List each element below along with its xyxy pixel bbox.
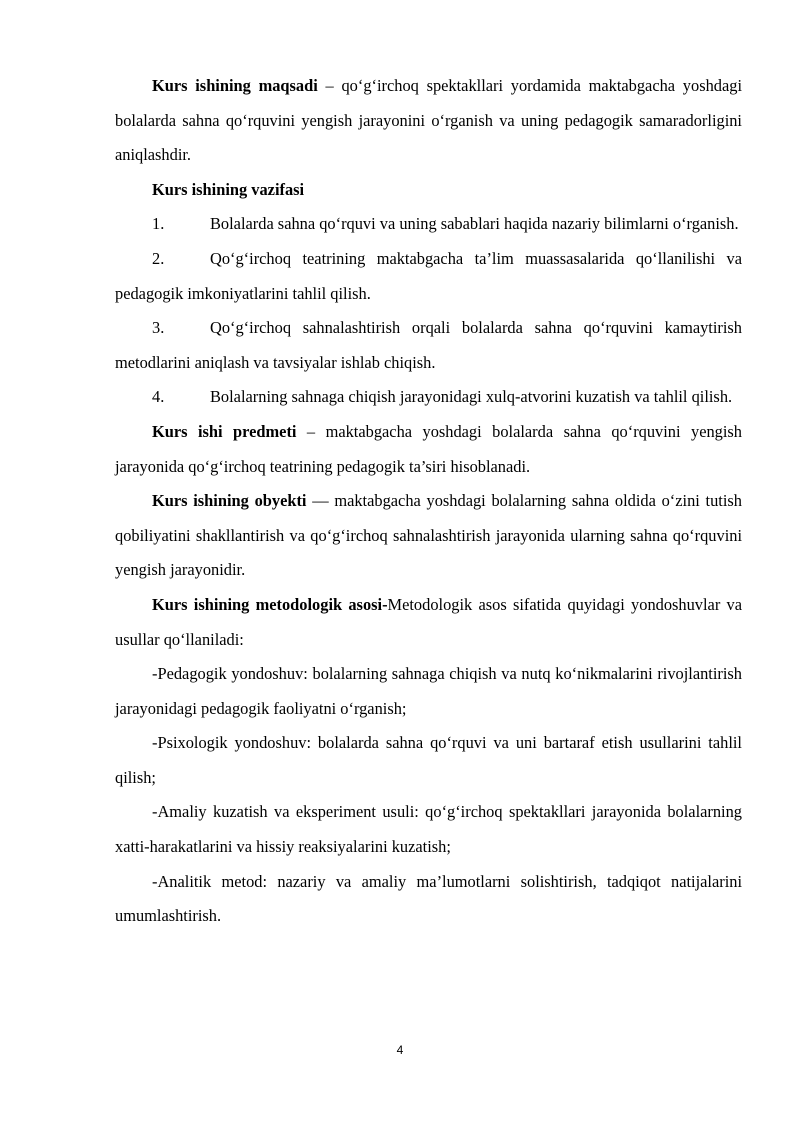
object-text: — maktabgacha yoshdagi bolalarning sahna oldida o‘zini tutish qobiliyatini shakllantirish va qo‘g‘irchoq sahnalashtirish jarayonida ularning sahna qo‘rquvini yengish jarayonidir. [115,491,742,580]
subject-text: – maktabgacha yoshdagi bolalarda sahna qo‘rquvini yengish jarayonida qo‘g‘irchoq teatrining pedagogik ta’siri hisoblanadi. [115,421,742,476]
task-item [115,242,742,311]
task-item [115,380,742,415]
page-number: 4 [396,1043,404,1057]
subject-label: Kurs ishi predmeti [152,421,297,441]
method-item: -Analitik metod: nazariy va amaliy ma’lumotlarni solishtirish, tadqiqot natijalarini umumlashtirish. [115,871,742,926]
task-item [115,311,742,380]
goal-label: Kurs ishining maqsadi [152,76,318,95]
task-number: 1. [152,214,165,234]
object-paragraph [115,484,742,588]
task-number: 3. [152,318,165,338]
methodology-text: Metodologik asos sifatida quyidagi yondoshuvlar va usullar qo‘llaniladi: [115,594,743,649]
method-item: -Amaliy kuzatish va eksperiment usuli: qo‘g‘irchoq spektakllari jarayonida bolalarning xatti-harakatlarini va hissiy reaksiyalarini kuzatish; [115,802,742,857]
task-text: Bolalarning sahnaga chiqish jarayonidagi xulq-atvorini kuzatish va tahlil qilish. [210,387,733,407]
goal-paragraph [115,69,742,173]
task-number: 2. [152,248,165,268]
methodology-label: Kurs ishining metodologik asosi- [152,594,388,614]
document-page [115,69,742,934]
task-number: 4. [152,387,165,407]
tasks-heading: Kurs ishining vazifasi [152,179,305,199]
task-text: Bolalarda sahna qo‘rquvi va uning sabablari haqida nazariy bilimlarni o‘rganish. [210,214,739,234]
object-label: Kurs ishining obyekti [152,491,307,511]
methodology-paragraph [115,588,742,657]
task-item [115,207,742,242]
task-text: Qo‘g‘irchoq teatrining maktabgacha ta’lim muassasalarida qo‘llanilishi va pedagogik imkoniyatlarini tahlil qilish. [115,248,742,303]
goal-text: – qo‘g‘irchoq spektakllari yordamida maktabgacha yoshdagi bolalarda sahna qo‘rquvini yengish jarayonini o‘rganish va uning pedagogik samaradorligini aniqlashdir. [115,76,742,165]
task-text: Qo‘g‘irchoq sahnalashtirish orqali bolalarda sahna qo‘rquvini kamaytirish metodlarini aniqlash va tavsiyalar ishlab chiqish. [115,318,742,372]
method-item: -Pedagogik yondoshuv: bolalarning sahnaga chiqish va nutq ko‘nikmalarini rivojlantirish jarayonidagi pedagogik faoliyatni o‘rganish; [115,664,742,718]
method-item: -Psixologik yondoshuv: bolalarda sahna qo‘rquvi va uni bartaraf etish usullarini tahlil qilish; [115,733,742,787]
subject-paragraph [115,415,742,484]
